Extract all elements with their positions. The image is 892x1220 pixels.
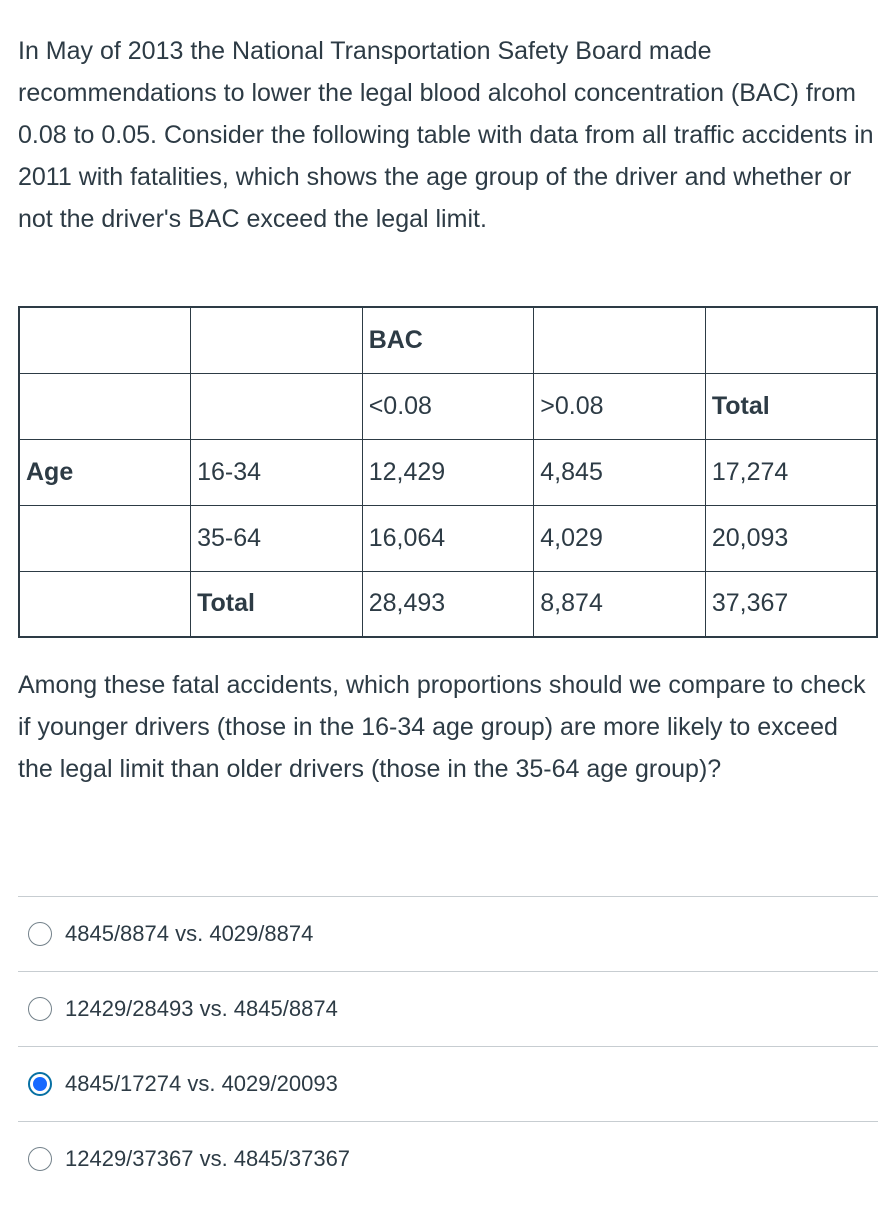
table-cell: 8,874 — [534, 571, 706, 637]
table-cell: 35-64 — [191, 505, 363, 571]
table-row — [19, 307, 877, 373]
table-cell — [191, 307, 363, 373]
question-text: Among these fatal accidents, which proportions should we compare to check if younger drivers (those in the 16-34 age group) are more likely to exceed the legal limit than older drivers (those in the 35-64 age group)? — [18, 671, 866, 783]
table-cell: 17,274 — [705, 439, 877, 505]
table-cell: 4,029 — [534, 505, 706, 571]
table-cell: 16-34 — [191, 439, 363, 505]
table-cell: 16,064 — [362, 505, 534, 571]
answer-label: 4845/8874 vs. 4029/8874 — [65, 921, 314, 946]
table-row — [19, 505, 877, 571]
intro-paragraph: In May of 2013 the National Transportation Safety Board made recommendations to lower the legal blood alcohol concentration (BAC) from 0.08 to 0.05. Consider the following table with data from all traffic accidents in 2011 with fatalities, which shows the age group of the driver and whether or not the driver's BAC exceed the legal limit. — [18, 37, 874, 233]
table-cell — [19, 505, 191, 571]
table-row — [19, 571, 877, 637]
radio-button[interactable] — [28, 922, 52, 946]
radio-button-selected[interactable] — [28, 1072, 52, 1096]
table-cell — [19, 571, 191, 637]
table-header-total: Total — [705, 373, 877, 439]
table-cell — [19, 373, 191, 439]
table-cell: 28,493 — [362, 571, 534, 637]
table-cell — [191, 373, 363, 439]
radio-button[interactable] — [28, 997, 52, 1021]
table-row-header-age: Age — [19, 439, 191, 505]
answer-label: 12429/28493 vs. 4845/8874 — [65, 996, 338, 1021]
table-cell: 12,429 — [362, 439, 534, 505]
table-cell: 4,845 — [534, 439, 706, 505]
table-row — [19, 373, 877, 439]
answer-option-2[interactable] — [18, 971, 878, 1046]
answer-label: 12429/37367 vs. 4845/37367 — [65, 1146, 351, 1171]
table-row-header-total: Total — [191, 571, 363, 637]
table-header-cell: >0.08 — [534, 373, 706, 439]
table-header-cell: <0.08 — [362, 373, 534, 439]
table-cell: 37,367 — [705, 571, 877, 637]
answer-label: 4845/17274 vs. 4029/20093 — [65, 1071, 338, 1096]
radio-button[interactable] — [28, 1147, 52, 1171]
answer-option-3[interactable] — [18, 1046, 878, 1121]
table-header-bac: BAC — [362, 307, 534, 373]
table-cell — [705, 307, 877, 373]
answer-option-1[interactable] — [18, 896, 878, 971]
table-cell: 20,093 — [705, 505, 877, 571]
contingency-table — [18, 306, 878, 638]
table-cell — [534, 307, 706, 373]
answer-list — [18, 896, 878, 1196]
answer-option-4[interactable] — [18, 1121, 878, 1196]
table-cell — [19, 307, 191, 373]
table-row — [19, 439, 877, 505]
